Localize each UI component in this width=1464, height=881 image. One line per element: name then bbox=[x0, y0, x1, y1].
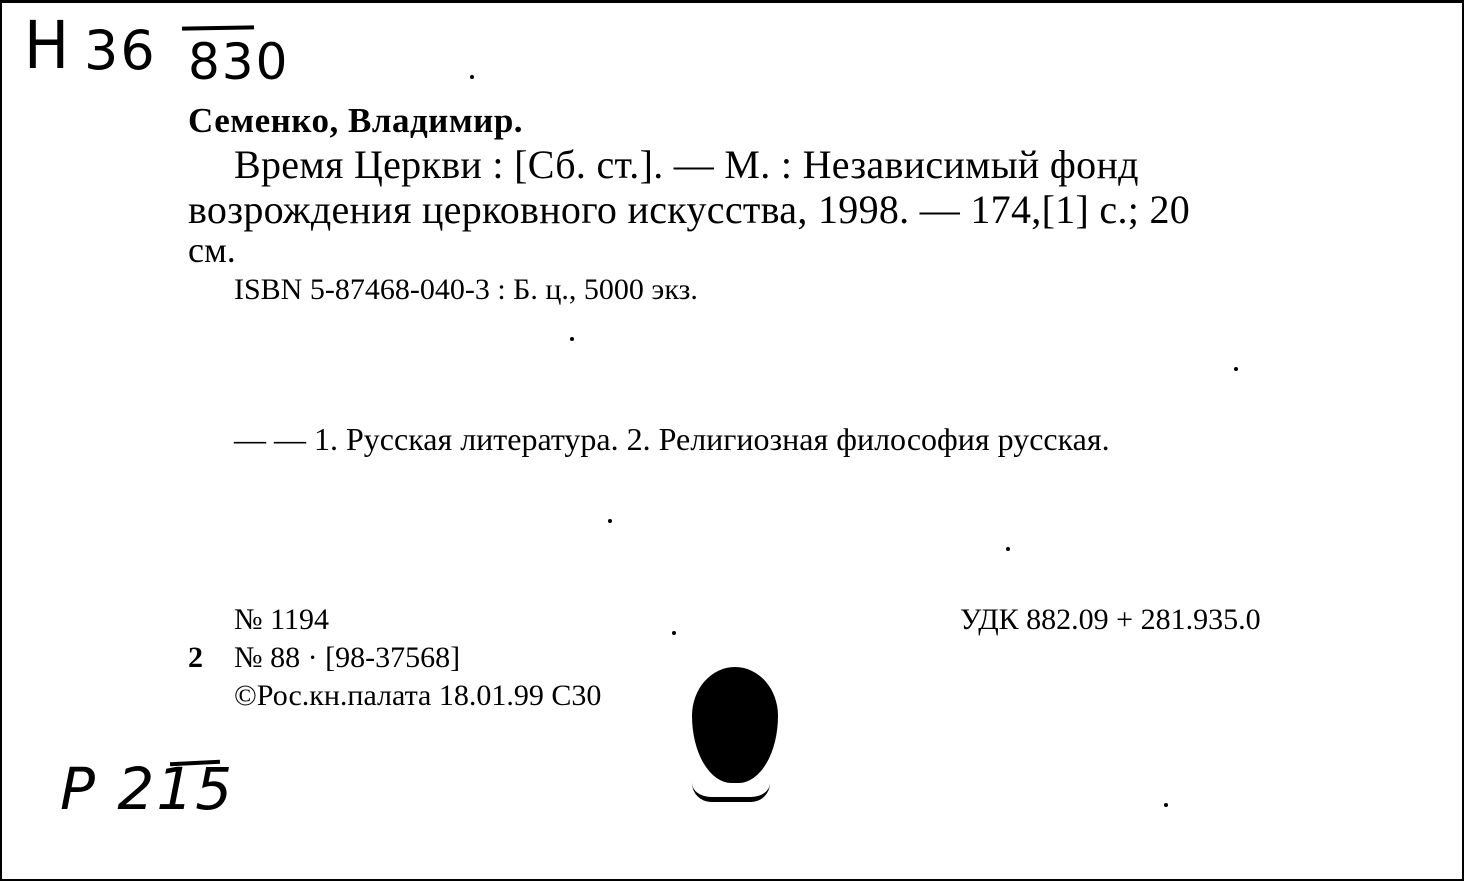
title-line-3: см. bbox=[188, 230, 236, 270]
ink-smudge bbox=[692, 783, 770, 802]
copy-count: 2 bbox=[188, 641, 203, 674]
title-line-1: Время Церкви : [Сб. ст.]. — М. : Независимый фонд bbox=[234, 142, 1139, 187]
subject-headings: — — 1. Русская литература. 2. Религиозная философия русская. bbox=[234, 421, 1110, 457]
dust-speck bbox=[1234, 367, 1238, 371]
registration-number: № 1194 bbox=[234, 603, 330, 636]
dust-speck bbox=[1164, 803, 1168, 807]
dust-speck bbox=[470, 75, 474, 79]
copyright-line: ©Рос.кн.палата 18.01.99 С30 bbox=[234, 679, 602, 712]
handwritten-bottom-code: Р 215 bbox=[60, 755, 235, 823]
dust-speck bbox=[608, 519, 612, 523]
dust-speck bbox=[1006, 547, 1010, 551]
udc-code: УДК 882.09 + 281.935.0 bbox=[960, 603, 1261, 636]
handwritten-call-number: 830 bbox=[188, 33, 290, 91]
title-line-2: возрождения церковного искусства, 1998. — 174,[1] с.; 20 bbox=[188, 187, 1191, 232]
author-heading: Семенко, Владимир. bbox=[188, 101, 524, 140]
isbn-line: ISBN 5-87468-040-3 : Б. ц., 5000 экз. bbox=[234, 273, 698, 306]
handwritten-shelf-letter: Н bbox=[24, 7, 72, 85]
card-number: № 88 · [98-37568] bbox=[234, 641, 461, 674]
dust-speck bbox=[570, 337, 574, 341]
ink-stamp-blot bbox=[692, 667, 778, 783]
handwritten-overline bbox=[182, 25, 254, 30]
handwritten-shelf-number: 36 bbox=[84, 19, 157, 82]
dust-speck bbox=[672, 631, 676, 635]
